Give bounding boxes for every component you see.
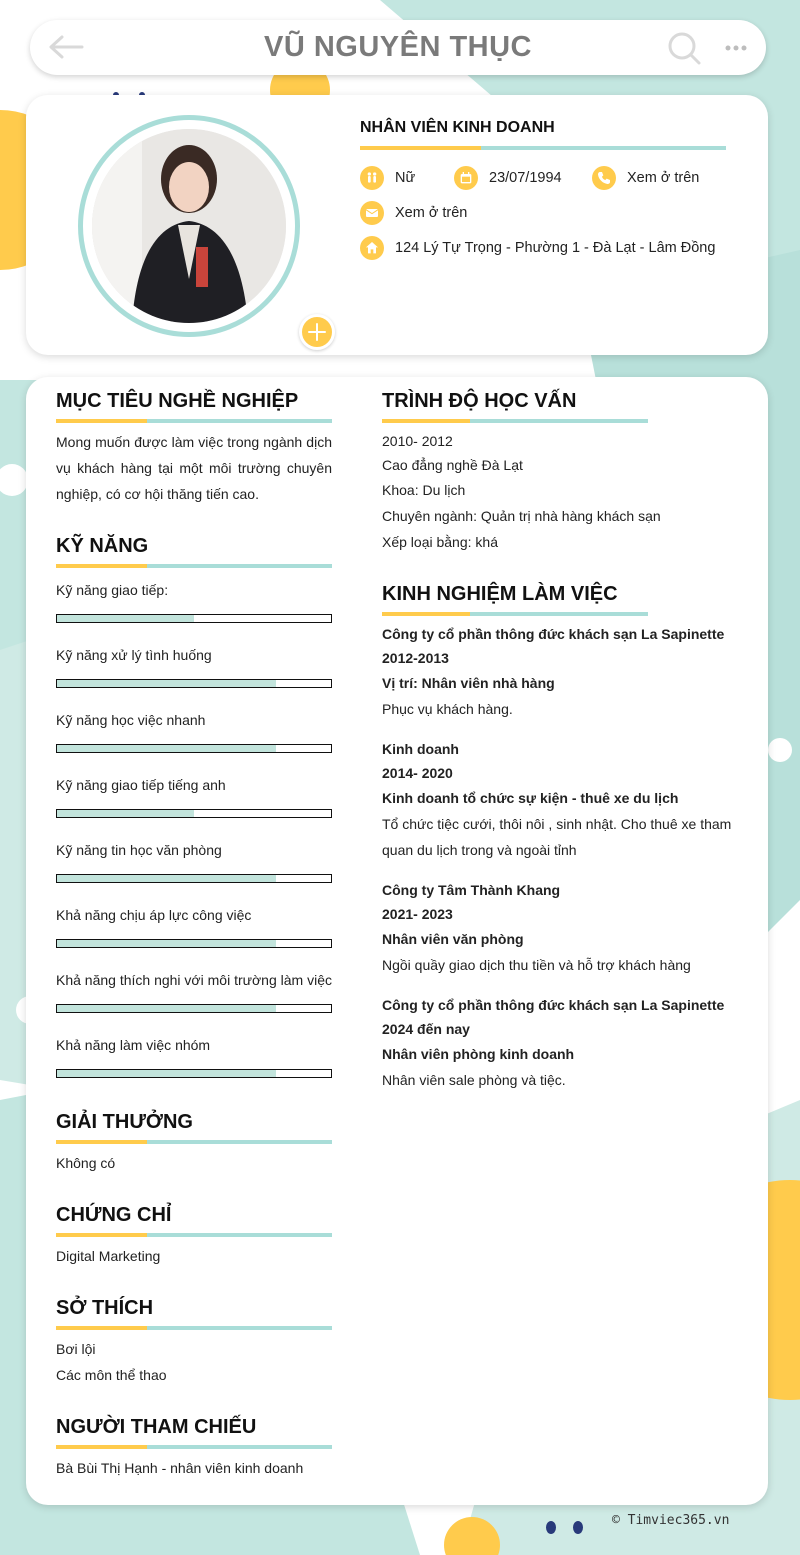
skill-bar	[56, 809, 332, 818]
job-period: 2024 đến nay	[382, 1021, 470, 1037]
skill-bar	[56, 1004, 332, 1013]
skill-bar-fill	[57, 810, 194, 817]
email-icon	[360, 201, 384, 225]
decor-dot	[573, 1521, 583, 1534]
home-icon	[360, 236, 384, 260]
education-line: Cao đẳng nghề Đà Lạt	[382, 457, 523, 473]
gender-icon	[360, 166, 384, 190]
skill-label: Kỹ năng tin học văn phòng	[56, 842, 222, 858]
address-row	[360, 236, 715, 260]
top-bar	[30, 20, 766, 75]
education-line: Chuyên ngành: Quản trị nhà hàng khách sạn	[382, 508, 661, 524]
phone-value: Xem ở trên	[627, 170, 700, 186]
calendar-icon	[454, 166, 478, 190]
skill-bar-fill	[57, 875, 276, 882]
hobbies-underline	[56, 1326, 332, 1330]
skill-bar-fill	[57, 680, 276, 687]
skill-label: Khả năng chịu áp lực công việc	[56, 907, 252, 923]
skill-bar	[56, 874, 332, 883]
resume-body-card	[26, 377, 768, 1505]
job-position: Nhân viên văn phòng	[382, 931, 524, 947]
email-value: Xem ở trên	[395, 205, 468, 221]
decor-dot	[546, 1521, 556, 1534]
skill-bar-fill	[57, 615, 194, 622]
job-position: Vị trí: Nhân viên nhà hàng	[382, 675, 555, 691]
job-position: Nhân viên phòng kinh doanh	[382, 1046, 575, 1062]
birthday-value: 23/07/1994	[489, 170, 562, 186]
gender-value: Nữ	[395, 170, 416, 186]
career-goal-text: Mong muốn được làm việc trong ngành dịch vụ khách hàng tại một môi trường chuyên nghiệp, có cơ hội thăng tiến cao.	[56, 434, 332, 502]
plus-icon	[302, 317, 332, 347]
job-position: Kinh doanh tổ chức sự kiện - thuê xe du lịch	[382, 790, 679, 806]
skill-bar-fill	[57, 940, 276, 947]
more-options-icon[interactable]	[724, 44, 748, 52]
job-company: Công ty cổ phần thông đức khách sạn La Sapinette	[382, 626, 725, 642]
skill-bar	[56, 614, 332, 623]
education-line: Khoa: Du lịch	[382, 482, 466, 498]
certificates-underline	[56, 1233, 332, 1237]
profile-header-card	[26, 95, 768, 355]
job-period: 2012-2013	[382, 650, 449, 666]
skill-label: Kỹ năng giao tiếp:	[56, 582, 169, 598]
education-line: 2010- 2012	[382, 433, 453, 449]
job-period: 2021- 2023	[382, 906, 453, 922]
experience-title: KINH NGHIỆM LÀM VIỆC	[382, 583, 618, 605]
search-icon[interactable]	[666, 30, 702, 66]
phone-icon	[592, 166, 616, 190]
job-title-underline	[360, 146, 726, 150]
references-underline	[56, 1445, 332, 1449]
address-value: 124 Lý Tự Trọng - Phường 1 - Đà Lạt - Lâm Đồng	[395, 240, 716, 256]
awards-title: GIẢI THƯỞNG	[56, 1111, 193, 1133]
experience-underline	[382, 612, 648, 616]
avatar-frame	[78, 115, 300, 337]
education-line: Xếp loại bằng: khá	[382, 534, 498, 550]
birthday-row	[454, 166, 562, 190]
skill-bar	[56, 744, 332, 753]
job-company: Công ty Tâm Thành Khang	[382, 882, 561, 898]
awards-underline	[56, 1140, 332, 1144]
email-row	[360, 201, 467, 225]
education-title: TRÌNH ĐỘ HỌC VẤN	[382, 390, 577, 412]
skill-label: Kỹ năng xử lý tình huống	[56, 647, 212, 663]
skill-bar	[56, 1069, 332, 1078]
job-period: 2014- 2020	[382, 765, 453, 781]
gender-row	[360, 166, 415, 190]
skill-bar	[56, 679, 332, 688]
add-photo-button[interactable]	[299, 314, 335, 350]
awards-text: Không có	[56, 1155, 116, 1171]
job-company: Công ty cổ phần thông đức khách sạn La Sapinette	[382, 997, 725, 1013]
skills-title: KỸ NĂNG	[56, 535, 149, 557]
career-goal-title: MỤC TIÊU NGHỀ NGHIỆP	[56, 390, 299, 412]
job-description: Tổ chức tiệc cưới, thôi nôi , sinh nhật. Cho thuê xe tham quan du lịch trong và ngoài tỉnh	[382, 816, 732, 858]
profile-photo	[92, 129, 286, 323]
skills-underline	[56, 564, 332, 568]
job-description: Nhân viên sale phòng và tiệc.	[382, 1072, 566, 1088]
skill-label: Khả năng làm việc nhóm	[56, 1037, 211, 1053]
skill-bar	[56, 939, 332, 948]
footer-credit: © Timviec365.vn	[612, 1513, 730, 1528]
avatar	[92, 129, 286, 323]
hobby-item: Các môn thể thao	[56, 1367, 167, 1383]
certificates-title: CHỨNG CHỈ	[56, 1204, 172, 1226]
skill-bar-fill	[57, 745, 276, 752]
phone-row	[592, 166, 699, 190]
hobbies-title: SỞ THÍCH	[56, 1297, 154, 1319]
hobby-item: Bơi lội	[56, 1341, 96, 1357]
page-title: VŨ NGUYÊN THỤC	[263, 31, 532, 63]
skill-label: Kỹ năng giao tiếp tiếng anh	[56, 777, 226, 793]
references-title: NGƯỜI THAM CHIẾU	[56, 1416, 257, 1438]
job-description: Ngồi quầy giao dịch thu tiền và hỗ trợ khách hàng	[382, 957, 691, 973]
job-description: Phục vụ khách hàng.	[382, 701, 513, 717]
skill-label: Kỹ năng học việc nhanh	[56, 712, 206, 728]
career-goal-underline	[56, 419, 332, 423]
skill-bar-fill	[57, 1070, 276, 1077]
skill-label: Khả năng thích nghi với môi trường làm việc	[56, 972, 332, 988]
education-underline	[382, 419, 648, 423]
skill-bar-fill	[57, 1005, 276, 1012]
job-company: Kinh doanh	[382, 741, 459, 757]
certificates-text: Digital Marketing	[56, 1248, 161, 1264]
job-title: NHÂN VIÊN KINH DOANH	[360, 119, 555, 136]
references-text: Bà Bùi Thị Hạnh - nhân viên kinh doanh	[56, 1460, 304, 1476]
